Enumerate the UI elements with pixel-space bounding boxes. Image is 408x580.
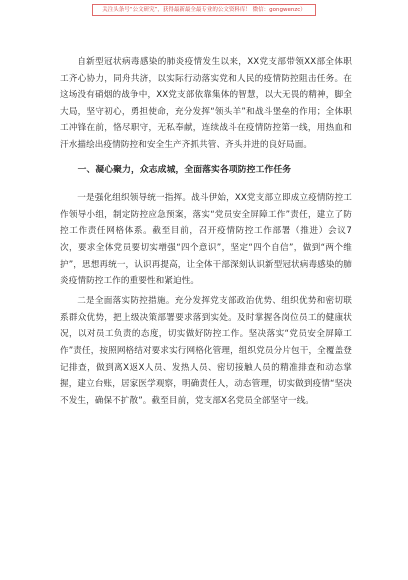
paragraph-two: 二是全面落实防控措施。充分发挥党支部政治优势、组织优势和密切联系群众优势，把上级决策部署要求落到实处。及时掌握各岗位员工的健康状况，以对员工负责的态度，切实做好防控工作。坚决落实“党员安全屏障工作”责任，按照网格结对要求实行网格化管理，组织党员分片包干，全覆盖登记排查，做到离X返X人员、发热人员、密切接触人员的精准排查和动态掌握，建立台账，居家医学观察，明确责任人，动态管理，切实做到疫情“坚决不发生，确保不扩散”。截至目前，党支部X名党员全部坚守一线。 (60, 296, 352, 406)
paragraph-intro: 自新型冠状病毒感染的肺炎疫情发生以来，XX党支部带领XX部全体职工齐心协力，同舟共济，以实际行动落实党和人民的疫情防控阻击任务。在这场没有硝烟的战争中，XX党支部依靠集体的智慧，以大无畏的精神，脚全大局，坚守初心，勇担使命，充分发挥“领头羊”和战斗堡垒的作用；全体职工冲锋在前，恪尽职守，无私奉献，连续战斗在疫情防控第一线，用热血和汗水描绘出疫情防控和安全生产齐抓共管、齐头并进的良好局面。 (60, 57, 352, 150)
section-heading: 一、凝心聚力，众志成城，全面落实各项防控工作任务 (77, 164, 292, 175)
paragraph-one: 一是强化组织领导统一指挥。战斗伊始，XX党支部立即成立疫情防控工作领导小组，制定防控应急预案，落实“党员安全屏障工作”责任，建立了防控工作责任网格体系。截至目前，召开疫情防控工作部署（推进）会议7次，要求全体党员要切实增强“四个意识”，坚定“四个自信”，做到“两个维护”，思想再统一，认识再提高，让全体干部深刻认识新型冠状病毒感染的肺炎疫情防控工作的重要性和紧迫性。 (60, 193, 352, 287)
header-banner: 关注头条号“公文研究”，获得最新最全最专业的公文资料库！ 微信：gongwenzc） (92, 4, 316, 16)
document-body (60, 54, 352, 413)
